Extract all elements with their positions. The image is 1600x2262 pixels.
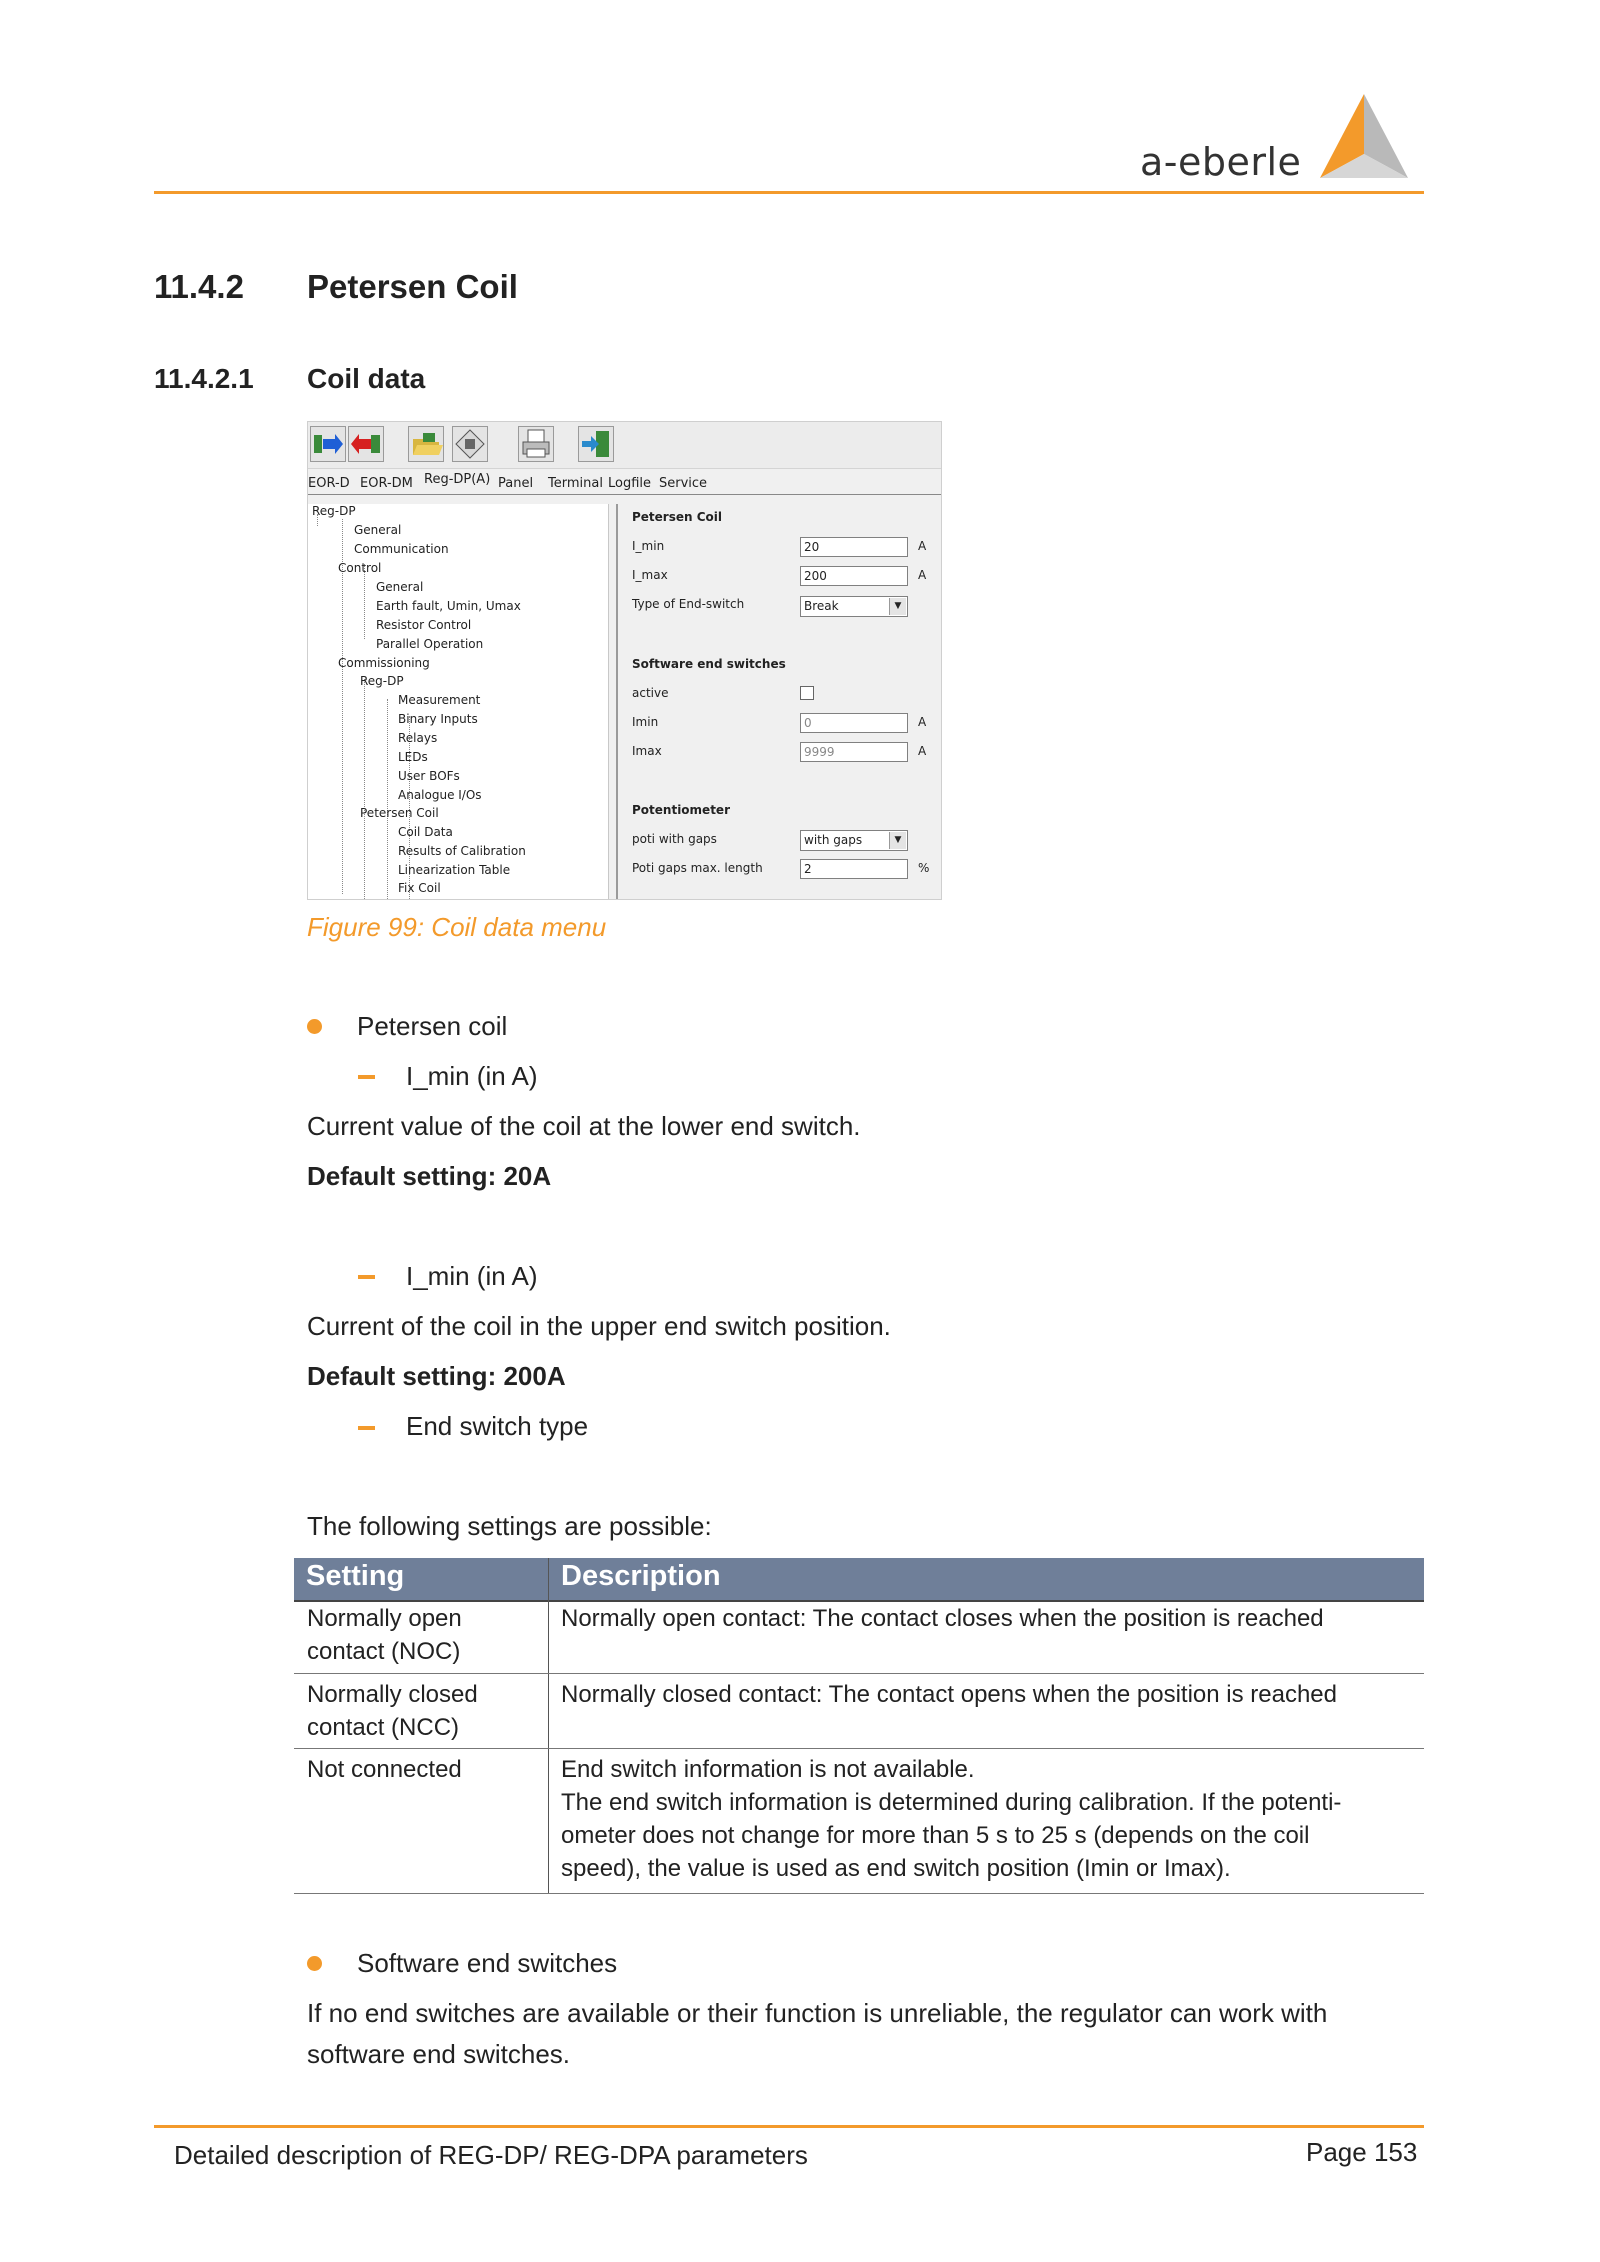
settings-panel <box>616 504 942 899</box>
dash-icon <box>358 1426 375 1430</box>
tree-item[interactable]: Reg-DP <box>360 674 404 688</box>
row-divider <box>294 1673 1424 1674</box>
software-endswitch-heading: Software end switches <box>632 657 786 671</box>
footer-rule <box>154 2125 1424 2128</box>
table-cell-setting: contact (NCC) <box>307 1714 460 1741</box>
tab-reg-dpa[interactable]: Reg-DP(A) <box>424 472 491 487</box>
subsection-title: Coil data <box>307 363 426 394</box>
toolbar <box>308 422 941 469</box>
active-checkbox[interactable] <box>800 686 814 700</box>
tree-item[interactable]: Parallel Operation <box>376 637 484 651</box>
tree-line <box>342 519 343 894</box>
bullet-software-end-switches: Software end switches <box>357 1948 618 1978</box>
table-cell-setting: Normally closed <box>307 1681 478 1708</box>
page-header <box>0 0 1600 200</box>
para-software-end-switches-1: If no end switches are available or their function is unreliable, the regulator can work with <box>307 1998 1328 2028</box>
dash-imax: I_min (in A) <box>406 1261 538 1291</box>
poti-gaps-value: with gaps <box>804 833 863 847</box>
tree-item[interactable]: Measurement <box>398 693 481 707</box>
imax-unit: A <box>918 568 927 582</box>
para-settings-possible: The following settings are possible: <box>307 1511 712 1541</box>
default-imin: Default setting: 20A <box>307 1161 552 1191</box>
exit-icon[interactable] <box>578 426 614 462</box>
imax-label: I_max <box>632 568 668 582</box>
soft-imax-unit: A <box>918 744 927 758</box>
tree-item[interactable]: Communication <box>354 542 449 556</box>
potentiometer-heading: Potentiometer <box>632 803 730 817</box>
tab-separators <box>308 494 941 495</box>
poti-gaps-label: poti with gaps <box>632 832 717 846</box>
imin-label: I_min <box>632 539 665 553</box>
footer-document-title: Detailed description of REG-DP/ REG-DPA parameters <box>174 2140 808 2170</box>
table-cell-description: ometer does not change for more than 5 s to 25 s (depends on the coil <box>561 1822 1310 1849</box>
tree-item[interactable]: Fix Coil <box>398 881 441 895</box>
table-cell-setting: Normally open <box>307 1605 462 1632</box>
tab-panel[interactable]: Panel <box>498 476 534 491</box>
poti-gap-max-input[interactable]: 2 <box>800 859 908 879</box>
default-imax: Default setting: 200A <box>307 1361 566 1391</box>
soft-imin-label: Imin <box>632 715 659 729</box>
soft-imax-label: Imax <box>632 744 662 758</box>
poti-gap-max-label: Poti gaps max. length <box>632 861 763 875</box>
table-cell-setting: Not connected <box>307 1756 462 1783</box>
header-setting: Setting <box>306 1560 405 1592</box>
footer-page-number: Page 153 <box>1306 2137 1418 2167</box>
tab-eor-d[interactable]: EOR-D <box>308 476 350 491</box>
para-imin: Current value of the coil at the lower end switch. <box>307 1111 861 1141</box>
soft-imin-input[interactable]: 0 <box>800 713 908 733</box>
endswitch-value: Break <box>804 599 839 613</box>
active-label: active <box>632 686 669 700</box>
poti-gap-max-unit: % <box>918 861 930 875</box>
imax-input[interactable]: 200 <box>800 566 908 586</box>
table-header <box>294 1558 1424 1602</box>
para-software-end-switches-2: software end switches. <box>307 2039 571 2069</box>
tree-line <box>387 699 388 899</box>
tree-item[interactable]: Linearization Table <box>398 863 511 877</box>
table-cell-description: Normally closed contact: The contact opens when the position is reached <box>561 1681 1337 1708</box>
coil-heading: Petersen Coil <box>632 510 723 524</box>
coil-data-screenshot <box>307 421 942 900</box>
tree-item[interactable]: Binary Inputs <box>398 712 478 726</box>
print-icon[interactable] <box>518 426 554 462</box>
tree-item[interactable]: Petersen Coil <box>360 806 439 820</box>
receive-data-icon[interactable] <box>348 426 384 462</box>
endswitch-label: Type of End-switch <box>632 597 745 611</box>
tree-item[interactable]: General <box>354 523 402 537</box>
section-title: Petersen Coil <box>307 268 518 305</box>
tab-bar <box>308 472 941 498</box>
poti-gaps-select[interactable] <box>800 830 908 851</box>
tab-terminal[interactable]: Terminal <box>548 476 603 491</box>
section-number: 11.4.2 <box>154 268 244 305</box>
tree-item[interactable]: Reg-DP <box>312 504 356 518</box>
column-divider <box>548 1558 549 1894</box>
tab-service[interactable]: Service <box>659 476 708 491</box>
tree-line <box>364 564 365 639</box>
soft-imin-unit: A <box>918 715 927 729</box>
para-imax: Current of the coil in the upper end switch position. <box>307 1311 891 1341</box>
subsection-number: 11.4.2.1 <box>154 363 254 394</box>
dash-icon <box>358 1275 375 1279</box>
chevron-down-icon[interactable]: ▼ <box>889 832 906 849</box>
tree-item[interactable]: Analogue I/Os <box>398 788 482 802</box>
tree-item[interactable]: Relays <box>398 731 438 745</box>
header-description: Description <box>561 1560 721 1592</box>
bullet-icon <box>307 1956 322 1971</box>
tree-item[interactable]: Earth fault, Umin, Umax <box>376 599 521 613</box>
settings-table <box>294 1558 1424 1894</box>
dash-icon <box>358 1075 375 1079</box>
logo-text: a-eberle <box>1140 140 1302 184</box>
tab-eor-dm[interactable]: EOR-DM <box>360 476 413 491</box>
logo-triangle-icon <box>1312 92 1412 182</box>
table-cell-description: Normally open contact: The contact closes when the position is reached <box>561 1605 1324 1632</box>
tree-item[interactable]: Results of Calibration <box>398 844 526 858</box>
dash-imin: I_min (in A) <box>406 1061 538 1091</box>
tab-logfile[interactable]: Logfile <box>608 476 652 491</box>
tree-item[interactable]: Control <box>338 561 382 575</box>
tree-line <box>364 679 365 899</box>
table-bottom-border <box>294 1893 1424 1894</box>
endswitch-select[interactable] <box>800 596 908 617</box>
table-cell-description: End switch information is not available. <box>561 1756 975 1783</box>
tree-item-selected[interactable]: Coil Data <box>398 825 453 839</box>
chevron-down-icon[interactable]: ▼ <box>889 598 906 615</box>
imin-input[interactable]: 20 <box>800 537 908 557</box>
send-data-icon[interactable] <box>310 426 346 462</box>
table-cell-description: speed), the value is used as end switch position (Imin or Imax). <box>561 1855 1231 1882</box>
bullet-petersen-coil: Petersen coil <box>357 1011 508 1041</box>
bullet-icon <box>307 1019 322 1034</box>
tree-item[interactable]: User BOFs <box>398 769 460 783</box>
dash-endswitch-type: End switch type <box>406 1411 589 1441</box>
settings-tree <box>308 504 609 899</box>
figure-caption: Figure 99: Coil data menu <box>307 912 607 942</box>
soft-imax-input[interactable]: 9999 <box>800 742 908 762</box>
header-rule <box>154 191 1424 194</box>
open-folder-icon[interactable] <box>408 426 444 462</box>
imin-unit: A <box>918 539 927 553</box>
tree-item[interactable]: LEDs <box>398 750 428 764</box>
tree-item[interactable]: Resistor Control <box>376 618 472 632</box>
tree-item[interactable]: Commissioning <box>338 656 430 670</box>
tree-item[interactable]: General <box>376 580 424 594</box>
row-divider <box>294 1748 1424 1749</box>
table-cell-setting: contact (NOC) <box>307 1638 461 1665</box>
save-disk-icon[interactable] <box>452 426 488 462</box>
table-cell-description: The end switch information is determined during calibration. If the potenti- <box>561 1789 1342 1816</box>
